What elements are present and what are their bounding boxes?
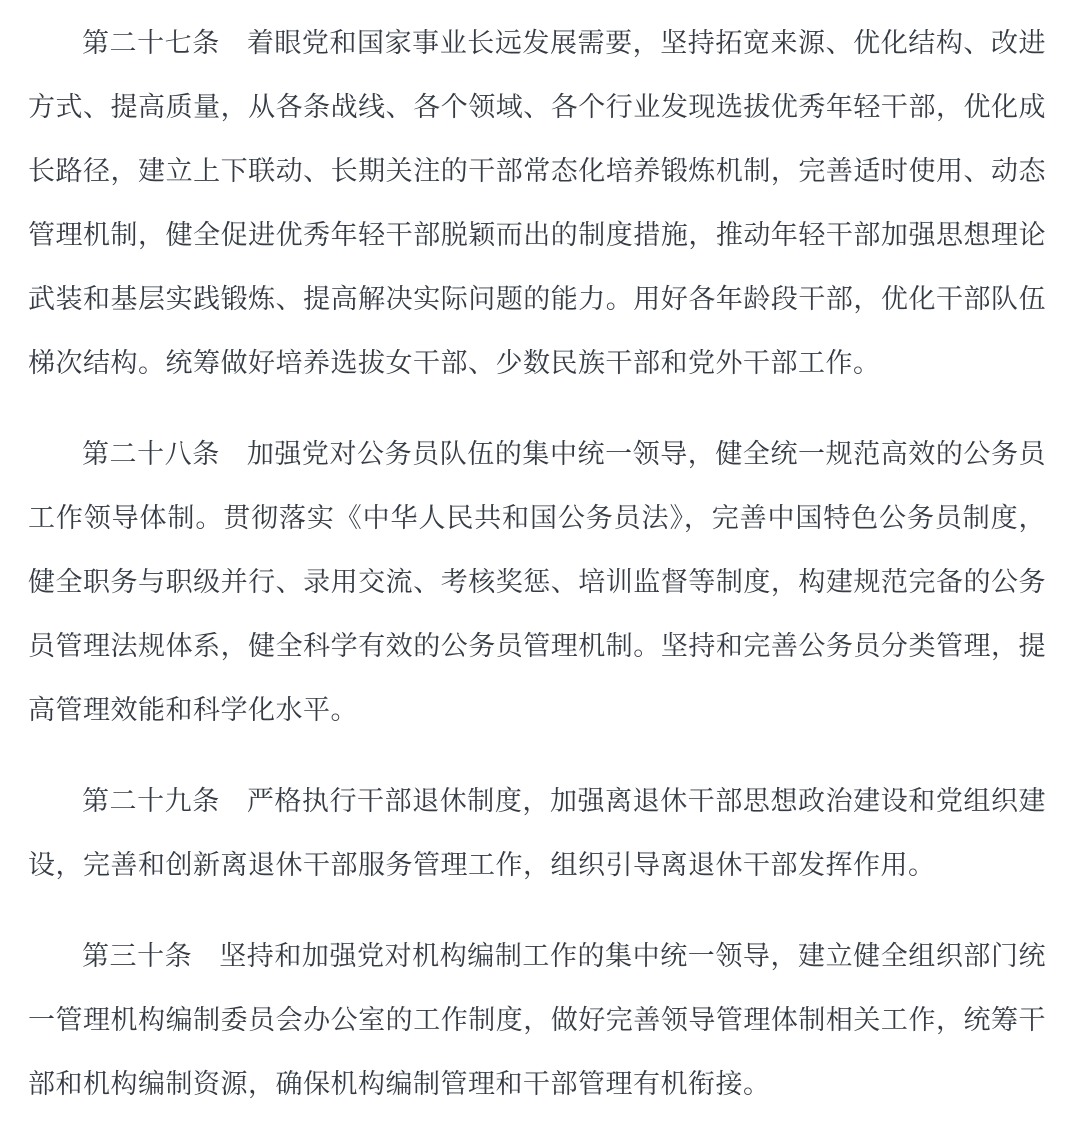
article-paragraph	[28, 924, 1046, 1116]
article-text: 加强党对公务员队伍的集中统一领导，健全统一规范高效的公务员工作领导体制。贯彻落实《中华人民共和国公务员法》，完善中国特色公务员制度，健全职务与职级并行、录用交流、考核奖惩、培训监督等制度，构建规范完备的公务员管理法规体系，健全科学有效的公务员管理机制。坚持和完善公务员分类管理，提高管理效能和科学化水平。	[28, 439, 1047, 725]
article-paragraph	[28, 769, 1046, 897]
article-paragraph	[28, 11, 1046, 395]
article-text: 严格执行干部退休制度，加强离退休干部思想政治建设和党组织建设，完善和创新离退休干部服务管理工作，组织引导离退休干部发挥作用。	[28, 786, 1047, 880]
article-number: 第二十九条	[82, 786, 220, 816]
article-number: 第二十八条	[82, 439, 220, 469]
article-text: 坚持和加强党对机构编制工作的集中统一领导，建立健全组织部门统一管理机构编制委员会办公室的工作制度，做好完善领导管理体制相关工作，统筹干部和机构编制资源，确保机构编制管理和干部管理有机衔接。	[28, 941, 1047, 1099]
article-paragraph	[28, 422, 1046, 742]
article-number: 第二十七条	[82, 28, 220, 58]
article-text: 着眼党和国家事业长远发展需要，坚持拓宽来源、优化结构、改进方式、提高质量，从各条战线、各个领域、各个行业发现选拔优秀年轻干部，优化成长路径，建立上下联动、长期关注的干部常态化培养锻炼机制，完善适时使用、动态管理机制，健全促进优秀年轻干部脱颖而出的制度措施，推动年轻干部加强思想理论武装和基层实践锻炼、提高解决实际问题的能力。用好各年龄段干部，优化干部队伍梯次结构。统筹做好培养选拔女干部、少数民族干部和党外干部工作。	[28, 28, 1047, 378]
article-number: 第三十条	[82, 941, 193, 971]
